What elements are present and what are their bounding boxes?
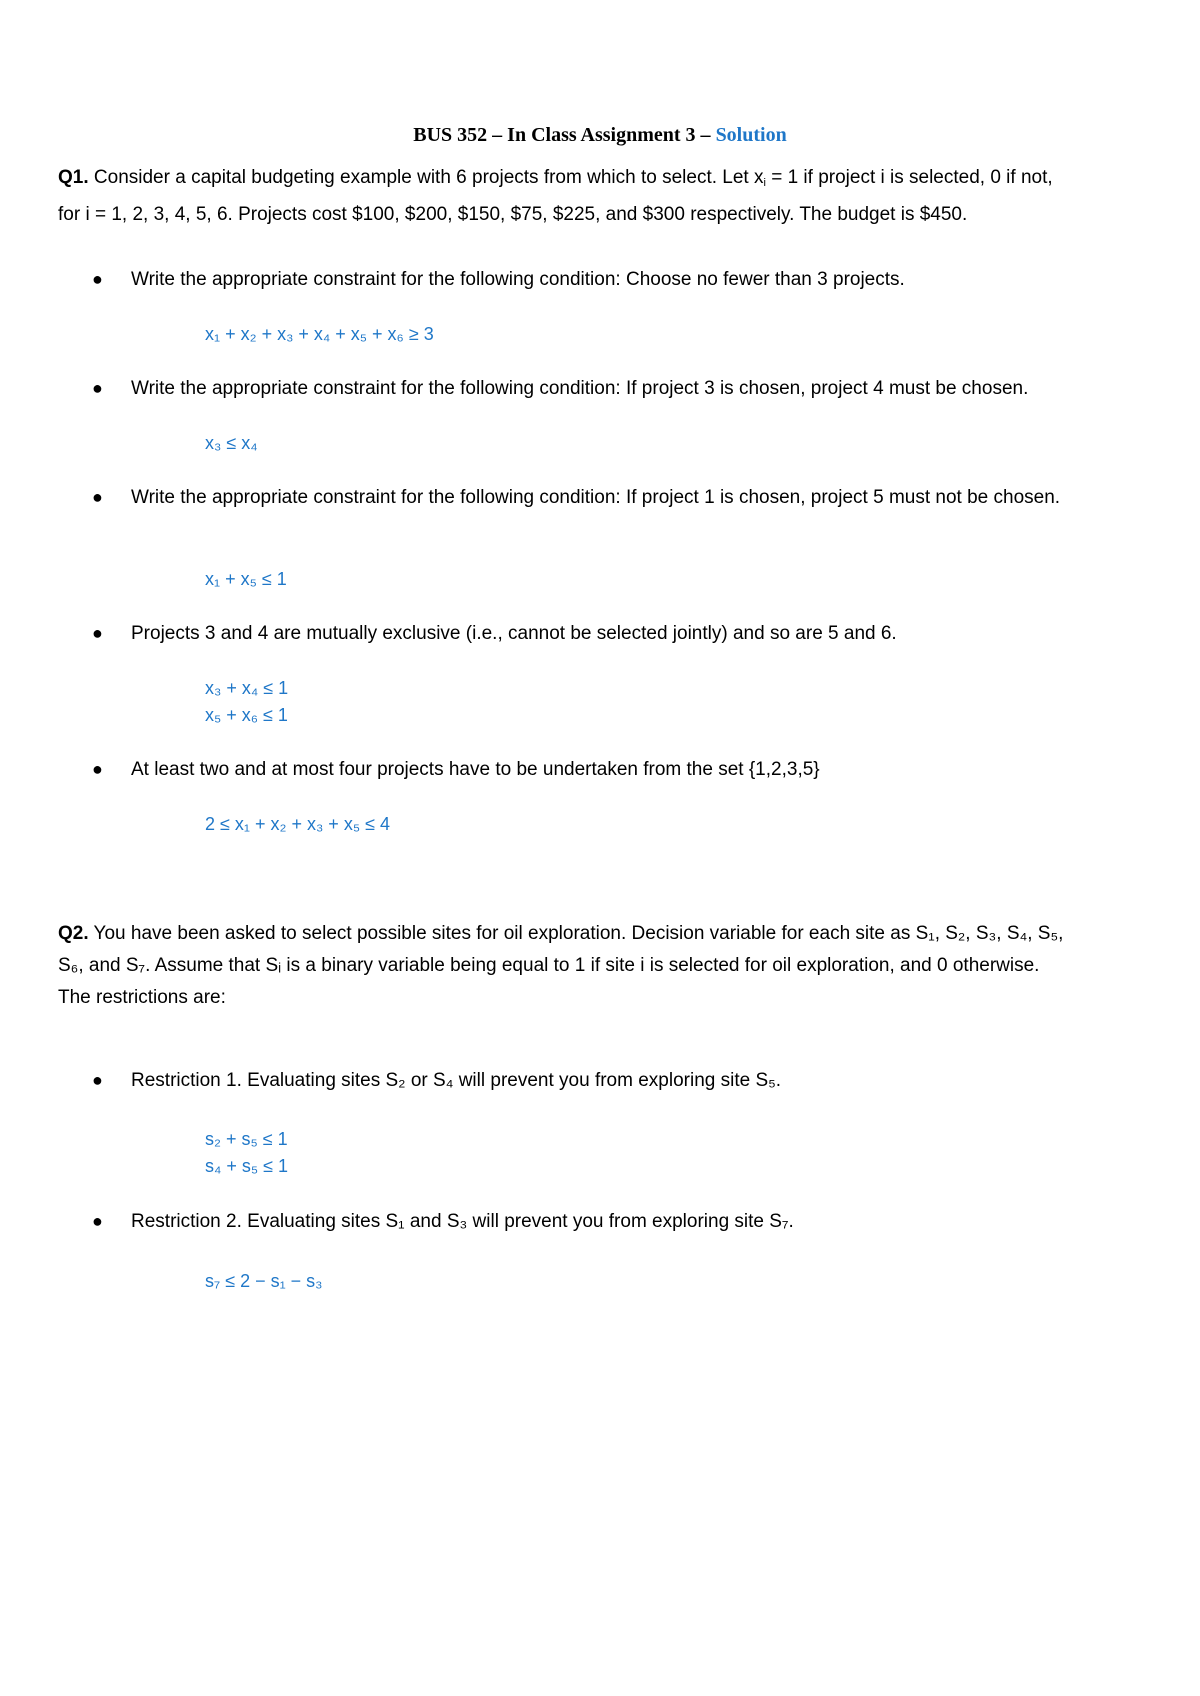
bullet-text: Write the appropriate constraint for the following condition: If project 3 is chosen, project 4 must be chosen. <box>131 378 1029 399</box>
q1-text-line2: for i = 1, 2, 3, 4, 5, 6. Projects cost $100, $200, $150, $75, $225, and $300 respectively. The budget is $450. <box>58 204 968 225</box>
q2-line3: The restrictions are: <box>58 987 226 1008</box>
q2-line2: S₆, and S₇. Assume that Sᵢ is a binary variable being equal to 1 if site i is selected for oil exploration, and 0 otherwise. <box>58 955 1040 976</box>
q1-answer-2: x₃ ≤ x₄ <box>205 433 258 453</box>
bullet-dot: ● <box>92 623 103 643</box>
bullet-text: Write the appropriate constraint for the following condition: Choose no fewer than 3 projects. <box>131 269 905 290</box>
q1-answer-3: x₁ + x₅ ≤ 1 <box>205 569 287 589</box>
bullet-text: Restriction 2. Evaluating sites S₁ and S₃ will prevent you from exploring site S₇. <box>131 1211 794 1232</box>
bullet-dot: ● <box>92 378 103 398</box>
q1-answer-4a: x₃ + x₄ ≤ 1 <box>205 678 289 698</box>
q1-answer-5: 2 ≤ x₁ + x₂ + x₃ + x₅ ≤ 4 <box>205 814 390 834</box>
q1-intro <box>58 162 1148 231</box>
q2-intro <box>58 918 1148 1014</box>
q1-sub-i: i <box>763 177 766 189</box>
bullet-dot: ● <box>92 759 103 779</box>
q2-label: Q2. <box>58 923 89 944</box>
q1-label: Q1. <box>58 167 89 188</box>
q1-text-line1b: = 1 if project i is selected, 0 if not, <box>765 167 1053 188</box>
bullet-text: Projects 3 and 4 are mutually exclusive (i.e., cannot be selected jointly) and so are 5 and 6. <box>131 623 897 644</box>
bullet-dot: ● <box>92 1070 103 1090</box>
bullet-dot: ● <box>92 269 103 289</box>
bullet-text: Restriction 1. Evaluating sites S₂ or S₄ will prevent you from exploring site S₅. <box>131 1070 782 1091</box>
q2-answer-1a: s₂ + s₅ ≤ 1 <box>205 1129 288 1149</box>
title-main: BUS 352 – In Class Assignment 3 – <box>413 124 716 146</box>
bullet-text: At least two and at most four projects have to be undertaken from the set {1,2,3,5} <box>131 759 820 780</box>
q1-answer-4b: x₅ + x₆ ≤ 1 <box>205 705 288 725</box>
title-solution: Solution <box>715 124 787 146</box>
page-title <box>0 124 1200 147</box>
q2-answer-1b: s₄ + s₅ ≤ 1 <box>205 1156 289 1176</box>
q1-text-line1: Consider a capital budgeting example with 6 projects from which to select. Let x <box>88 167 764 188</box>
q2-answer-2: s₇ ≤ 2 − s₁ − s₃ <box>205 1271 323 1291</box>
bullet-text: Write the appropriate constraint for the following condition: If project 1 is chosen, project 5 must not be chosen. <box>131 487 1061 508</box>
q1-answer-1: x₁ + x₂ + x₃ + x₄ + x₅ + x₆ ≥ 3 <box>205 324 434 344</box>
q2-line1: You have been asked to select possible sites for oil exploration. Decision variable for each site as S₁, S₂, S₃, S₄, S₅, <box>88 923 1064 944</box>
bullet-dot: ● <box>92 487 103 507</box>
bullet-dot: ● <box>92 1211 103 1231</box>
